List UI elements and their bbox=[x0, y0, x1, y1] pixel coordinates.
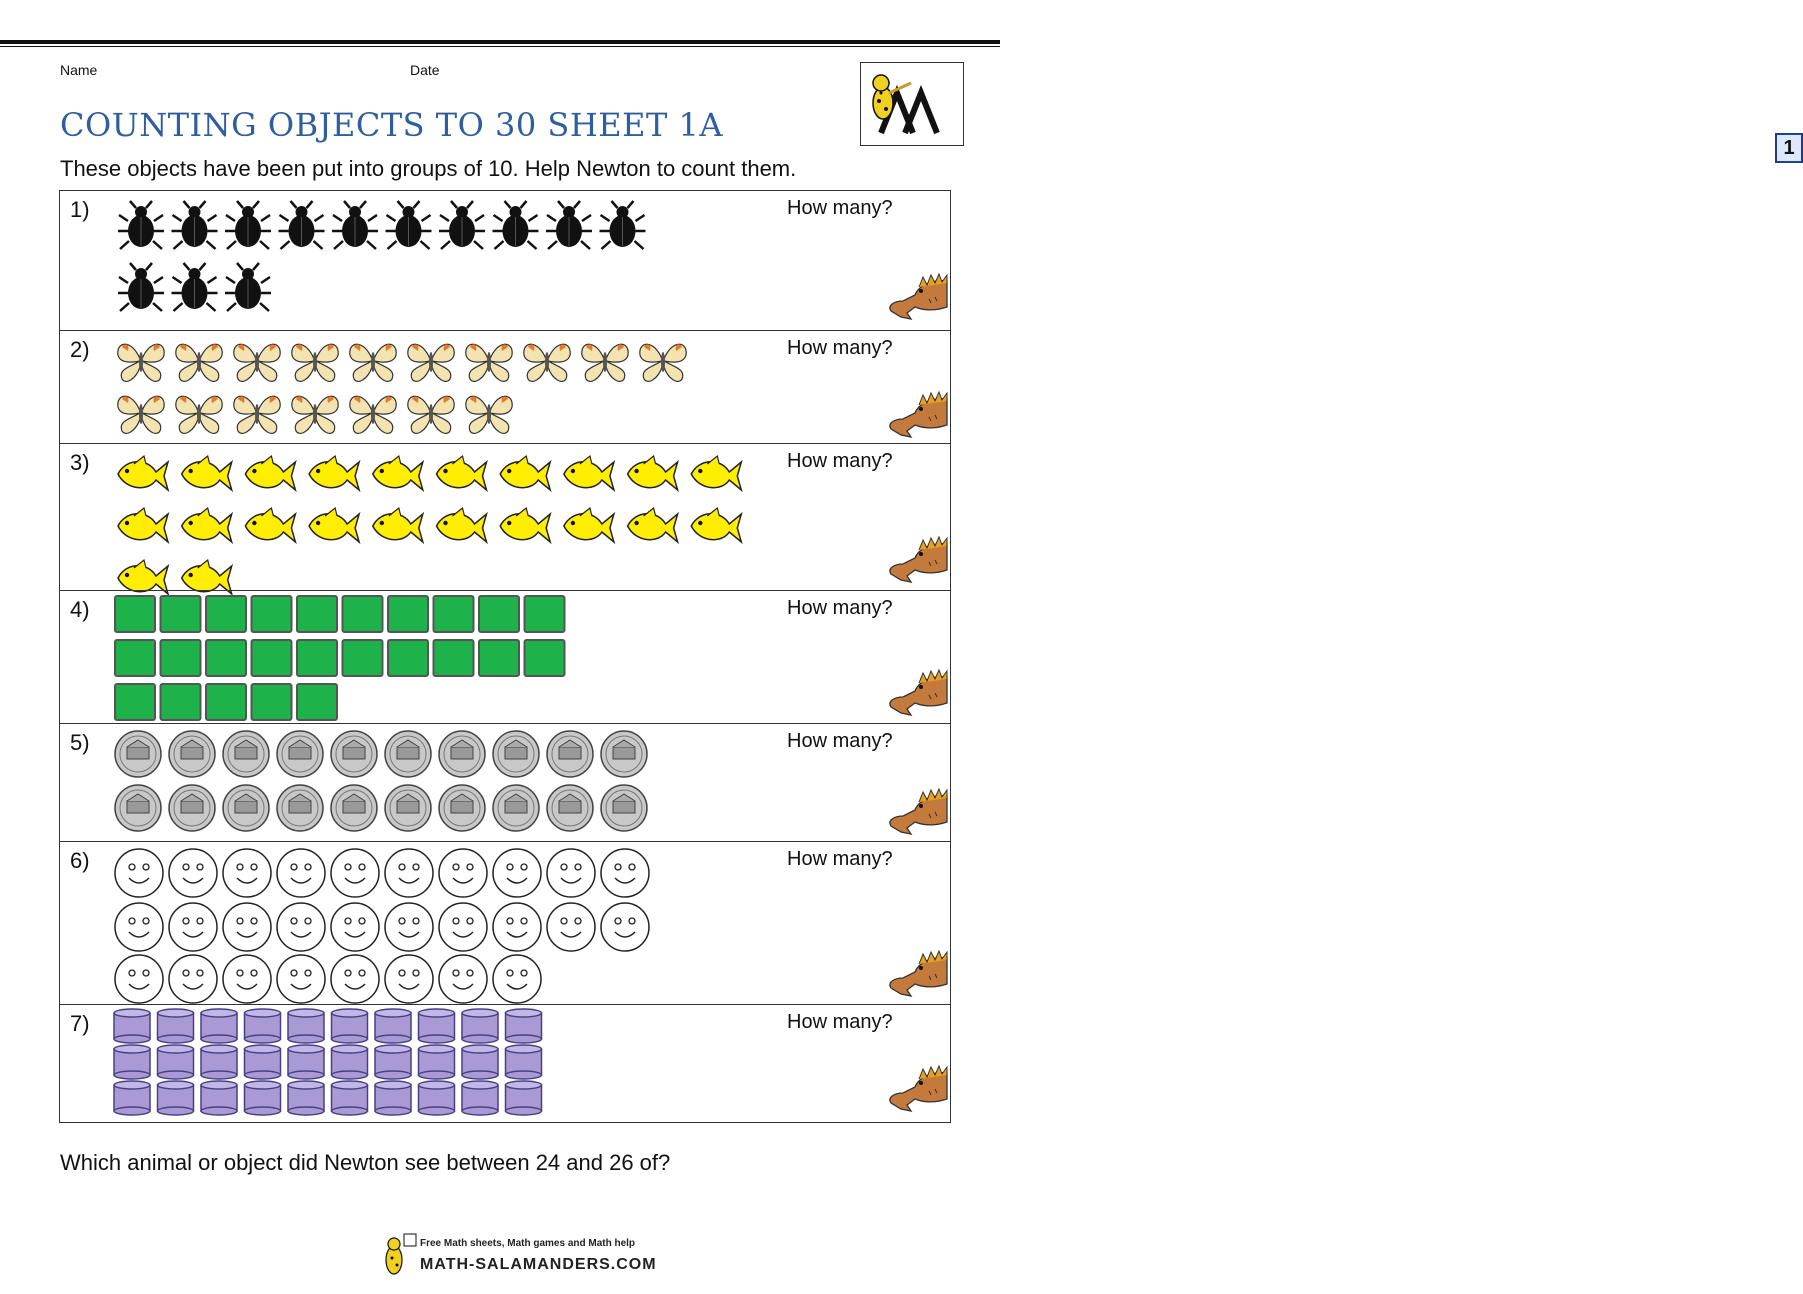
smiley-face-icon bbox=[331, 955, 379, 1003]
green-square-icon bbox=[206, 640, 246, 676]
fish-icon bbox=[500, 508, 550, 542]
instructions: These objects have been put into groups of 10. Help Newton to count them. bbox=[60, 156, 797, 181]
fish-icon bbox=[118, 508, 168, 542]
question-row-4 bbox=[60, 591, 950, 724]
cylinder-icon bbox=[158, 1045, 194, 1079]
fish-icon bbox=[437, 456, 487, 490]
cylinder-icon bbox=[158, 1009, 194, 1043]
beetle-icon bbox=[225, 263, 271, 311]
cylinder-icon bbox=[288, 1081, 324, 1115]
green-square-icon bbox=[252, 640, 292, 676]
object-group bbox=[60, 1005, 780, 1122]
object-group bbox=[60, 331, 780, 444]
question-number: 7) bbox=[70, 1011, 90, 1036]
green-square-icon bbox=[161, 596, 201, 632]
cylinder-icon bbox=[332, 1081, 368, 1115]
question-row-1 bbox=[60, 191, 950, 331]
question-row-7 bbox=[60, 1005, 950, 1122]
green-square-icon bbox=[161, 684, 201, 720]
smiley-face-icon bbox=[277, 955, 325, 1003]
fish-icon bbox=[309, 456, 359, 490]
green-square-icon bbox=[525, 640, 565, 676]
butterfly-icon bbox=[524, 344, 570, 381]
fish-icon bbox=[564, 456, 614, 490]
butterfly-icon bbox=[408, 344, 454, 381]
question-row-2 bbox=[60, 331, 950, 444]
beetle-icon bbox=[439, 201, 485, 249]
butterfly-icon bbox=[350, 344, 396, 381]
green-square-icon bbox=[115, 596, 155, 632]
coin-icon bbox=[547, 785, 593, 831]
coin-icon bbox=[277, 731, 323, 777]
cylinder-icon bbox=[332, 1009, 368, 1043]
smiley-face-icon bbox=[547, 903, 595, 951]
smiley-face-icon bbox=[439, 955, 487, 1003]
newton-salamander-icon bbox=[885, 1063, 949, 1113]
fish-icon bbox=[373, 508, 423, 542]
fish-icon bbox=[245, 508, 295, 542]
object-group bbox=[60, 191, 780, 331]
fish-icon bbox=[691, 456, 741, 490]
cylinder-icon bbox=[375, 1081, 411, 1115]
cylinder-icon bbox=[201, 1045, 237, 1079]
beetle-icon bbox=[332, 201, 378, 249]
fish-icon bbox=[500, 456, 550, 490]
cylinder-icon bbox=[201, 1081, 237, 1115]
smiley-face-icon bbox=[385, 903, 433, 951]
butterfly-icon bbox=[292, 396, 338, 433]
green-square-icon bbox=[115, 640, 155, 676]
coin-icon bbox=[493, 731, 539, 777]
cylinder-icon bbox=[462, 1045, 498, 1079]
newton-salamander-icon bbox=[885, 271, 949, 321]
beetle-icon bbox=[118, 263, 164, 311]
smiley-face-icon bbox=[223, 955, 271, 1003]
smiley-face-icon bbox=[115, 849, 163, 897]
coin-icon bbox=[439, 785, 485, 831]
green-square-icon bbox=[206, 684, 246, 720]
fish-icon bbox=[691, 508, 741, 542]
butterfly-icon bbox=[582, 344, 628, 381]
beetle-icon bbox=[600, 201, 646, 249]
fish-icon bbox=[373, 456, 423, 490]
coin-icon bbox=[601, 731, 647, 777]
cylinder-icon bbox=[245, 1009, 281, 1043]
how-many-prompt: How many? bbox=[787, 450, 893, 472]
question-row-6 bbox=[60, 842, 950, 1005]
butterfly-icon bbox=[292, 344, 338, 381]
question-row-5 bbox=[60, 724, 950, 842]
butterfly-icon bbox=[350, 396, 396, 433]
beetle-icon bbox=[172, 263, 218, 311]
question-number: 6) bbox=[70, 848, 90, 873]
smiley-face-icon bbox=[169, 903, 217, 951]
grade-logo bbox=[860, 62, 1795, 159]
cylinder-icon bbox=[375, 1045, 411, 1079]
footer-tagline: Free Math sheets, Math games and Math help bbox=[420, 1238, 636, 1249]
newton-salamander-icon bbox=[885, 389, 949, 439]
fish-icon bbox=[628, 508, 678, 542]
footer-brand bbox=[380, 1228, 670, 1284]
smiley-face-icon bbox=[169, 849, 217, 897]
question-number: 2) bbox=[70, 337, 90, 362]
smiley-face-icon bbox=[385, 849, 433, 897]
butterfly-icon bbox=[234, 344, 280, 381]
question-number: 4) bbox=[70, 597, 90, 622]
butterfly-icon bbox=[118, 344, 164, 381]
bonus-question: Which animal or object did Newton see between 24 and 26 of? bbox=[60, 1150, 671, 1175]
green-square-icon bbox=[206, 596, 246, 632]
coin-icon bbox=[277, 785, 323, 831]
cylinder-icon bbox=[114, 1009, 150, 1043]
fish-icon bbox=[437, 508, 487, 542]
beetle-icon bbox=[172, 201, 218, 249]
beetle-icon bbox=[279, 201, 325, 249]
salamander-logo-icon bbox=[380, 1232, 418, 1282]
cylinder-icon bbox=[114, 1045, 150, 1079]
grade-badge: 1 bbox=[1775, 133, 1803, 163]
newton-salamander-icon bbox=[885, 786, 949, 836]
smiley-face-icon bbox=[439, 849, 487, 897]
name-label: Name bbox=[60, 62, 98, 78]
question-number: 1) bbox=[70, 197, 90, 222]
smiley-face-icon bbox=[493, 955, 541, 1003]
how-many-prompt: How many? bbox=[787, 597, 893, 619]
cylinder-icon bbox=[419, 1081, 455, 1115]
smiley-face-icon bbox=[385, 955, 433, 1003]
how-many-prompt: How many? bbox=[787, 337, 893, 359]
how-many-prompt: How many? bbox=[787, 730, 893, 752]
green-square-icon bbox=[343, 596, 383, 632]
cylinder-icon bbox=[201, 1009, 237, 1043]
smiley-face-icon bbox=[169, 955, 217, 1003]
smiley-face-icon bbox=[601, 849, 649, 897]
smiley-face-icon bbox=[115, 955, 163, 1003]
object-group bbox=[60, 724, 780, 842]
cylinder-icon bbox=[158, 1081, 194, 1115]
butterfly-icon bbox=[408, 396, 454, 433]
page-title: COUNTING OBJECTS TO 30 SHEET 1A bbox=[60, 106, 723, 144]
smiley-face-icon bbox=[601, 903, 649, 951]
cylinder-icon bbox=[245, 1081, 281, 1115]
cylinder-icon bbox=[462, 1081, 498, 1115]
fish-icon bbox=[182, 508, 232, 542]
butterfly-icon bbox=[176, 396, 222, 433]
beetle-icon bbox=[493, 201, 539, 249]
green-square-icon bbox=[434, 640, 474, 676]
smiley-face-icon bbox=[115, 903, 163, 951]
smiley-face-icon bbox=[223, 903, 271, 951]
coin-icon bbox=[547, 731, 593, 777]
butterfly-icon bbox=[466, 344, 512, 381]
butterfly-icon bbox=[176, 344, 222, 381]
butterfly-icon bbox=[118, 396, 164, 433]
green-square-icon bbox=[297, 684, 337, 720]
fish-icon bbox=[309, 508, 359, 542]
smiley-face-icon bbox=[331, 903, 379, 951]
coin-icon bbox=[115, 785, 161, 831]
butterfly-icon bbox=[640, 344, 686, 381]
salamander-teacher-icon bbox=[861, 63, 963, 145]
green-square-icon bbox=[252, 684, 292, 720]
cylinder-icon bbox=[288, 1045, 324, 1079]
green-square-icon bbox=[479, 596, 519, 632]
coin-icon bbox=[169, 785, 215, 831]
newton-salamander-icon bbox=[885, 948, 949, 998]
butterfly-icon bbox=[466, 396, 512, 433]
cylinder-icon bbox=[419, 1045, 455, 1079]
green-square-icon bbox=[161, 640, 201, 676]
coin-icon bbox=[601, 785, 647, 831]
coin-icon bbox=[439, 731, 485, 777]
coin-icon bbox=[115, 731, 161, 777]
cylinder-icon bbox=[332, 1045, 368, 1079]
how-many-prompt: How many? bbox=[787, 848, 893, 870]
cylinder-icon bbox=[506, 1009, 542, 1043]
smiley-face-icon bbox=[493, 849, 541, 897]
coin-icon bbox=[493, 785, 539, 831]
smiley-face-icon bbox=[277, 903, 325, 951]
green-square-icon bbox=[297, 596, 337, 632]
green-square-icon bbox=[525, 596, 565, 632]
green-square-icon bbox=[388, 596, 428, 632]
green-square-icon bbox=[115, 684, 155, 720]
top-rule bbox=[0, 40, 1000, 44]
how-many-prompt: How many? bbox=[787, 1011, 893, 1033]
coin-icon bbox=[331, 731, 377, 777]
coin-icon bbox=[385, 785, 431, 831]
green-square-icon bbox=[297, 640, 337, 676]
cylinder-icon bbox=[245, 1045, 281, 1079]
green-square-icon bbox=[434, 596, 474, 632]
footer-site-name[interactable]: MATH-SALAMANDERS.COM bbox=[420, 1256, 657, 1273]
fish-icon bbox=[245, 456, 295, 490]
beetle-icon bbox=[225, 201, 271, 249]
question-number: 5) bbox=[70, 730, 90, 755]
fish-icon bbox=[564, 508, 614, 542]
object-group bbox=[60, 842, 780, 1005]
smiley-face-icon bbox=[547, 849, 595, 897]
question-number: 3) bbox=[70, 450, 90, 475]
object-group bbox=[60, 591, 780, 724]
beetle-icon bbox=[118, 201, 164, 249]
cylinder-icon bbox=[419, 1009, 455, 1043]
fish-icon bbox=[118, 456, 168, 490]
newton-salamander-icon bbox=[885, 534, 949, 584]
cylinder-icon bbox=[288, 1009, 324, 1043]
cylinder-icon bbox=[375, 1009, 411, 1043]
cylinder-icon bbox=[114, 1081, 150, 1115]
coin-icon bbox=[169, 731, 215, 777]
coin-icon bbox=[385, 731, 431, 777]
smiley-face-icon bbox=[493, 903, 541, 951]
beetle-icon bbox=[386, 201, 432, 249]
butterfly-icon bbox=[234, 396, 280, 433]
counting-table bbox=[59, 190, 951, 1123]
fish-icon bbox=[182, 560, 232, 594]
green-square-icon bbox=[479, 640, 519, 676]
green-square-icon bbox=[252, 596, 292, 632]
cylinder-icon bbox=[506, 1045, 542, 1079]
object-group bbox=[60, 444, 780, 591]
fish-icon bbox=[628, 456, 678, 490]
coin-icon bbox=[331, 785, 377, 831]
smiley-face-icon bbox=[223, 849, 271, 897]
fish-icon bbox=[182, 456, 232, 490]
date-label: Date bbox=[410, 62, 440, 78]
green-square-icon bbox=[343, 640, 383, 676]
cylinder-icon bbox=[506, 1081, 542, 1115]
coin-icon bbox=[223, 731, 269, 777]
green-square-icon bbox=[388, 640, 428, 676]
beetle-icon bbox=[546, 201, 592, 249]
top-rule-thin bbox=[0, 46, 1000, 47]
how-many-prompt: How many? bbox=[787, 197, 893, 219]
smiley-face-icon bbox=[277, 849, 325, 897]
coin-icon bbox=[223, 785, 269, 831]
question-row-3 bbox=[60, 444, 950, 591]
smiley-face-icon bbox=[439, 903, 487, 951]
newton-salamander-icon bbox=[885, 667, 949, 717]
cylinder-icon bbox=[462, 1009, 498, 1043]
smiley-face-icon bbox=[331, 849, 379, 897]
fish-icon bbox=[118, 560, 168, 594]
